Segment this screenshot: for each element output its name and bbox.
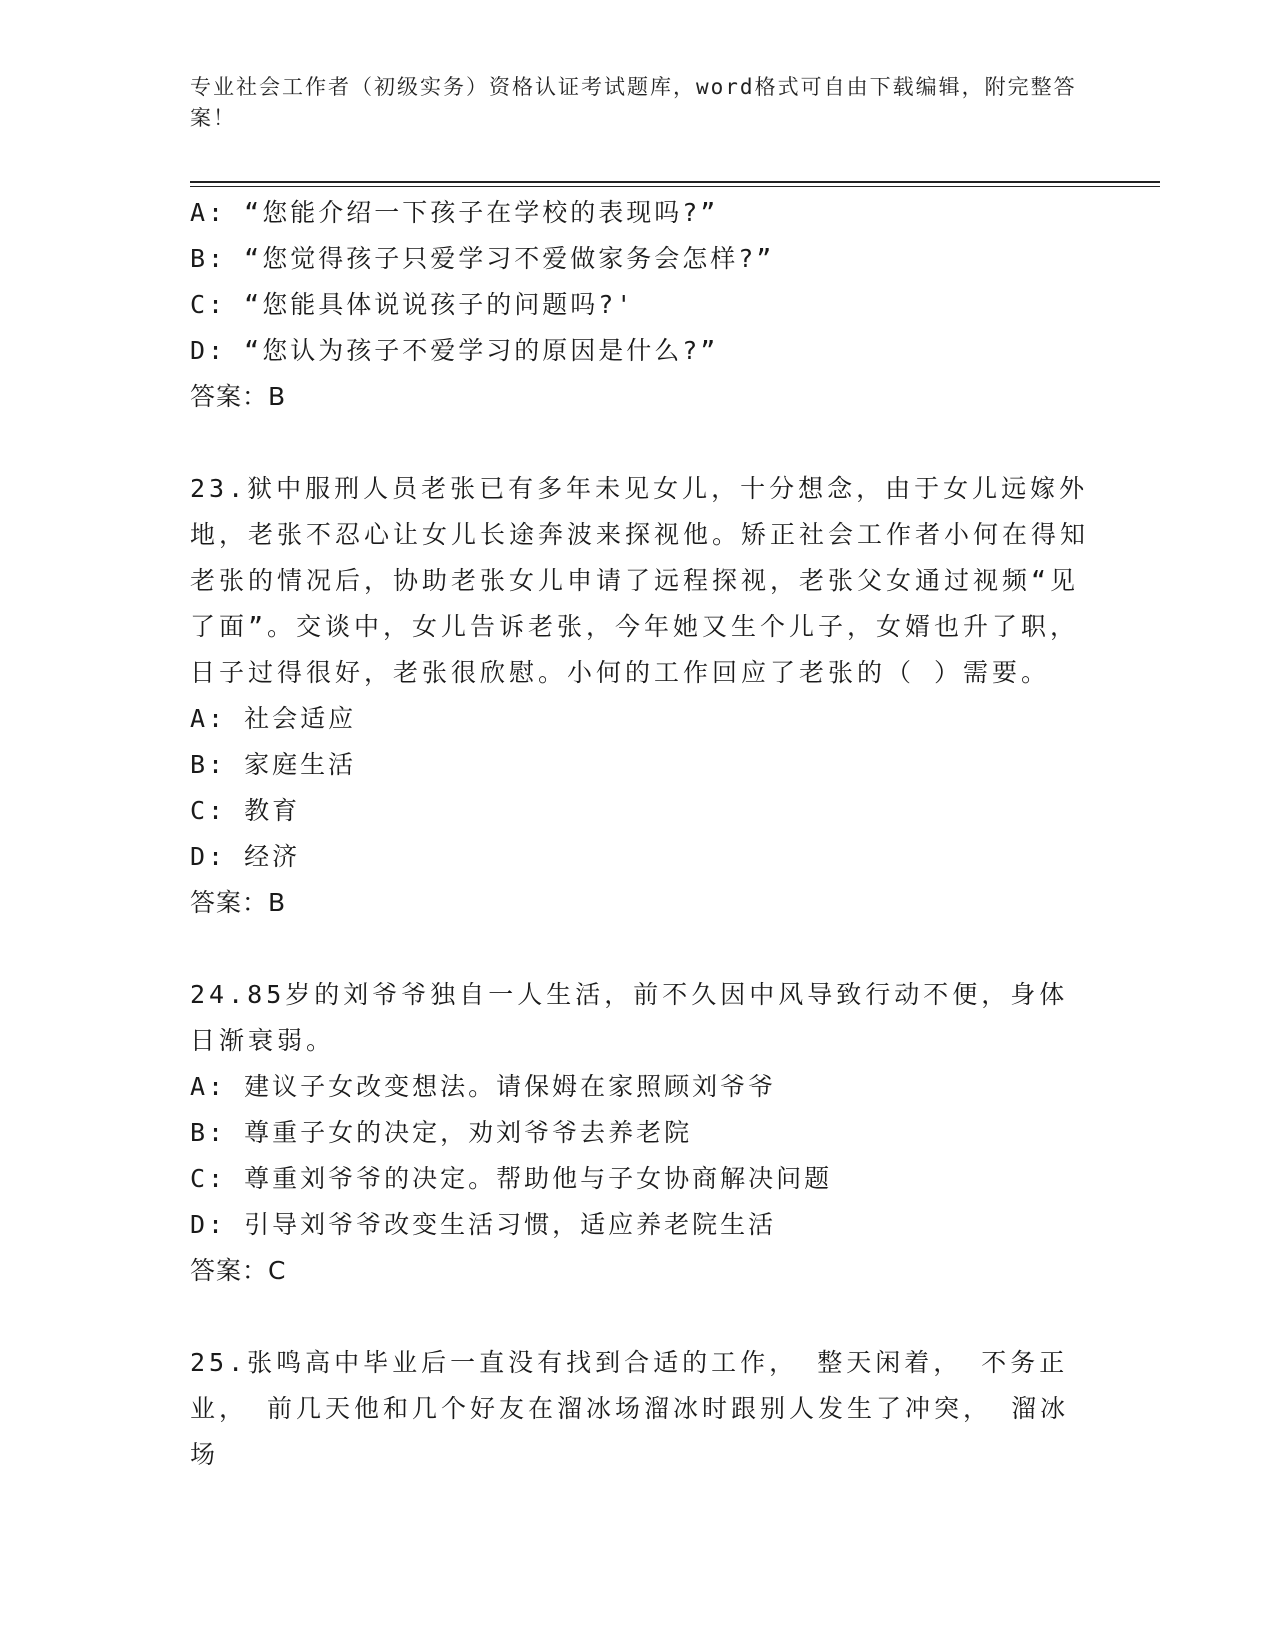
q22-option-a: A: “您能介绍一下孩子在学校的表现吗?” — [190, 198, 719, 227]
q23-option-c: C: 教育 — [190, 796, 301, 825]
document-body — [190, 190, 1090, 1478]
q23-option-a: A: 社会适应 — [190, 704, 357, 733]
question-23-block — [190, 466, 1090, 926]
document-header: 专业社会工作者（初级实务）资格认证考试题库，word格式可自由下载编辑，附完整答案！ — [190, 75, 1077, 130]
header-divider-thick — [190, 181, 1160, 183]
question-24-block — [190, 972, 1090, 1294]
q24-answer: 答案：C — [190, 1256, 287, 1285]
q24-question-text: 24.85岁的刘爷爷独自一人生活，前不久因中风导致行动不便，身体日渐衰弱。 — [190, 980, 1069, 1055]
q24-option-b: B: 尊重子女的决定，劝刘爷爷去养老院 — [190, 1118, 693, 1147]
q23-option-d: D: 经济 — [190, 842, 301, 871]
q24-option-d: D: 引导刘爷爷改变生活习惯，适应养老院生活 — [190, 1210, 777, 1239]
q24-option-a: A: 建议子女改变想法。请保姆在家照顾刘爷爷 — [190, 1072, 777, 1101]
header-divider-thin — [190, 186, 1160, 187]
question-25-block — [190, 1340, 1090, 1478]
q22-option-b: B: “您觉得孩子只爱学习不爱做家务会怎样?” — [190, 244, 775, 273]
q24-option-c: C: 尊重刘爷爷的决定。帮助他与子女协商解决问题 — [190, 1164, 833, 1193]
q23-question-text: 23.狱中服刑人员老张已有多年未见女儿，十分想念，由于女儿远嫁外地，老张不忍心让女儿长途奔波来探视他。矫正社会工作者小何在得知老张的情况后，协助老张女儿申请了远程探视，老张父女通过视频“见了面”。交谈中，女儿告诉老张，今年她又生个儿子，女婿也升了职，日子过得很好，老张很欣慰。小何的工作回应了老张的（ ）需要。 — [190, 474, 1090, 687]
q22-option-c: C: “您能具体说说孩子的问题吗?' — [190, 290, 635, 319]
q23-answer: 答案：B — [190, 888, 287, 917]
question-22-block — [190, 190, 1090, 420]
q22-answer: 答案：B — [190, 382, 287, 411]
q23-option-b: B: 家庭生活 — [190, 750, 357, 779]
q22-option-d: D: “您认为孩子不爱学习的原因是什么?” — [190, 336, 719, 365]
q25-question-text: 25.张鸣高中毕业后一直没有找到合适的工作， 整天闲着， 不务正业， 前几天他和几个好友在溜冰场溜冰时跟别人发生了冲突， 溜冰场 — [190, 1348, 1070, 1469]
